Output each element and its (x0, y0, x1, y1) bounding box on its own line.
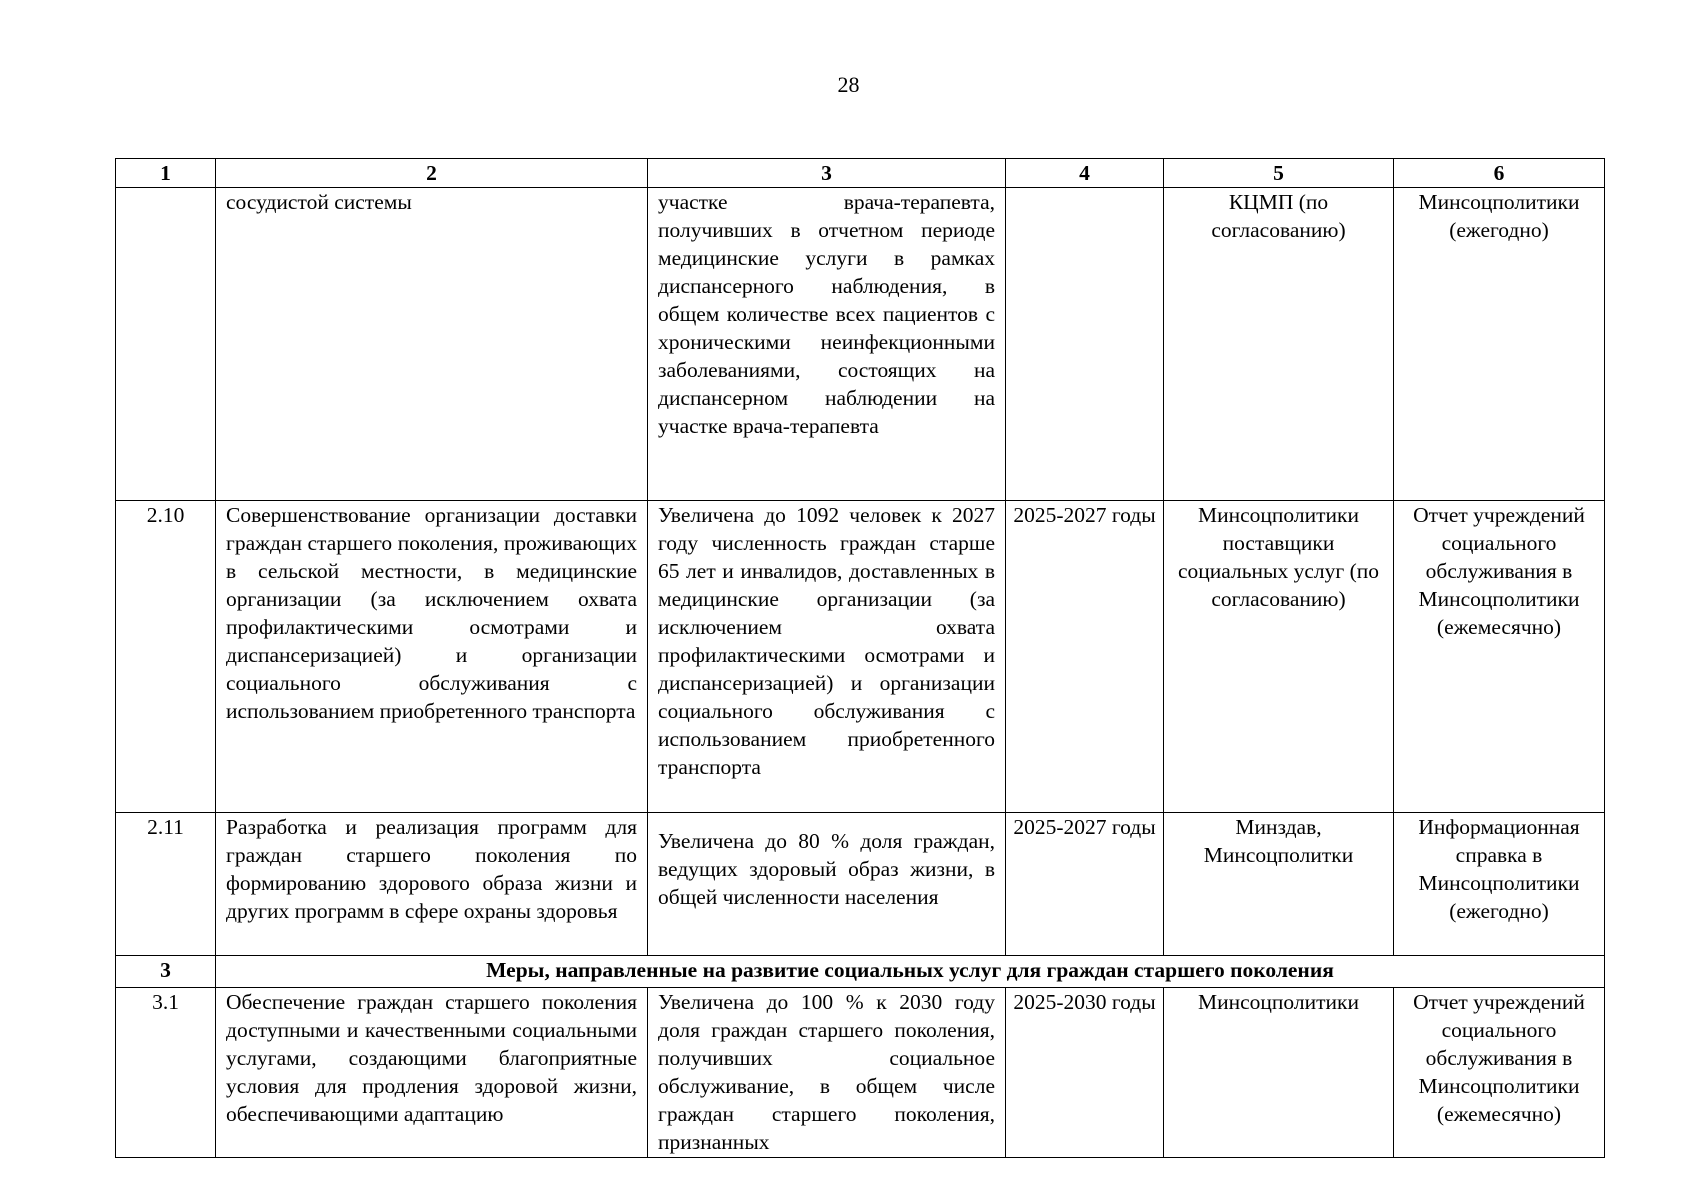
result-cell: Увеличена до 80 % доля граждан, ведущих здоровый образ жизни, в общей численности населения (648, 813, 1006, 956)
column-header: 1 (116, 159, 216, 188)
section-row (116, 956, 1605, 988)
report-cell: Информационная справка в Минсоцполитики (ежегодно) (1394, 813, 1605, 956)
row-number: 3.1 (116, 988, 216, 1158)
table-row (116, 188, 1605, 501)
measure-cell: Совершенствование организации доставки граждан старшего поколения, проживающих в сельской местности, в медицинские организации (за исключением охвата профилактическими осмотрами и диспансеризацией) и организации социального обслуживания с использованием приобретенного транспорта (216, 501, 648, 813)
executor-cell: Минсоцполитики поставщики социальных услуг (по согласованию) (1164, 501, 1394, 813)
result-cell: участке врача-терапевта, получивших в отчетном периоде медицинские услуги в рамках диспансерного наблюдения, в общем количестве всех пациентов с хроническими неинфекционными заболеваниями, состоящих на диспансерном наблюдении на участке врача-терапевта (648, 188, 1006, 501)
table-row (116, 988, 1605, 1158)
executor-cell: КЦМП (по согласованию) (1164, 188, 1394, 501)
period-cell (1006, 188, 1164, 501)
column-header: 2 (216, 159, 648, 188)
executor-cell: Минздав, Минсоцполитки (1164, 813, 1394, 956)
section-title: Меры, направленные на развитие социальных услуг для граждан старшего поколения (216, 956, 1605, 988)
row-number (116, 188, 216, 501)
column-header: 3 (648, 159, 1006, 188)
column-header: 6 (1394, 159, 1605, 188)
measure-cell: Обеспечение граждан старшего поколения доступными и качественными социальными услугами, создающими благоприятные условия для продления здоровой жизни, обеспечивающими адаптацию (216, 988, 648, 1158)
table-header-row (116, 159, 1605, 188)
measure-cell: сосудистой системы (216, 188, 648, 501)
measure-cell: Разработка и реализация программ для граждан старшего поколения по формированию здорового образа жизни и других программ в сфере охраны здоровья (216, 813, 648, 956)
column-header: 4 (1006, 159, 1164, 188)
table-row (116, 501, 1605, 813)
executor-cell: Минсоцполитики (1164, 988, 1394, 1158)
section-number: 3 (116, 956, 216, 988)
column-header: 5 (1164, 159, 1394, 188)
result-cell: Увеличена до 100 % к 2030 году доля граждан старшего поколения, получивших социальное обслуживание, в общем числе граждан старшего поколения, признанных (648, 988, 1006, 1158)
period-cell: 2025-2027 годы (1006, 813, 1164, 956)
period-cell: 2025-2027 годы (1006, 501, 1164, 813)
table-row (116, 813, 1605, 956)
row-number: 2.10 (116, 501, 216, 813)
period-cell: 2025-2030 годы (1006, 988, 1164, 1158)
page-number: 28 (837, 72, 860, 97)
report-cell: Минсоцполитики (ежегодно) (1394, 188, 1605, 501)
report-cell: Отчет учреждений социального обслуживания в Минсоцполитики (ежемесячно) (1394, 988, 1605, 1158)
report-cell: Отчет учреждений социального обслуживания в Минсоцполитики (ежемесячно) (1394, 501, 1605, 813)
measures-table (115, 158, 1605, 1158)
row-number: 2.11 (116, 813, 216, 956)
result-cell: Увеличена до 1092 человек к 2027 году численность граждан старше 65 лет и инвалидов, доставленных в медицинские организации (за исключением охвата профилактическими осмотрами и диспансеризацией) и организации социального обслуживания с использованием приобретенного транспорта (648, 501, 1006, 813)
